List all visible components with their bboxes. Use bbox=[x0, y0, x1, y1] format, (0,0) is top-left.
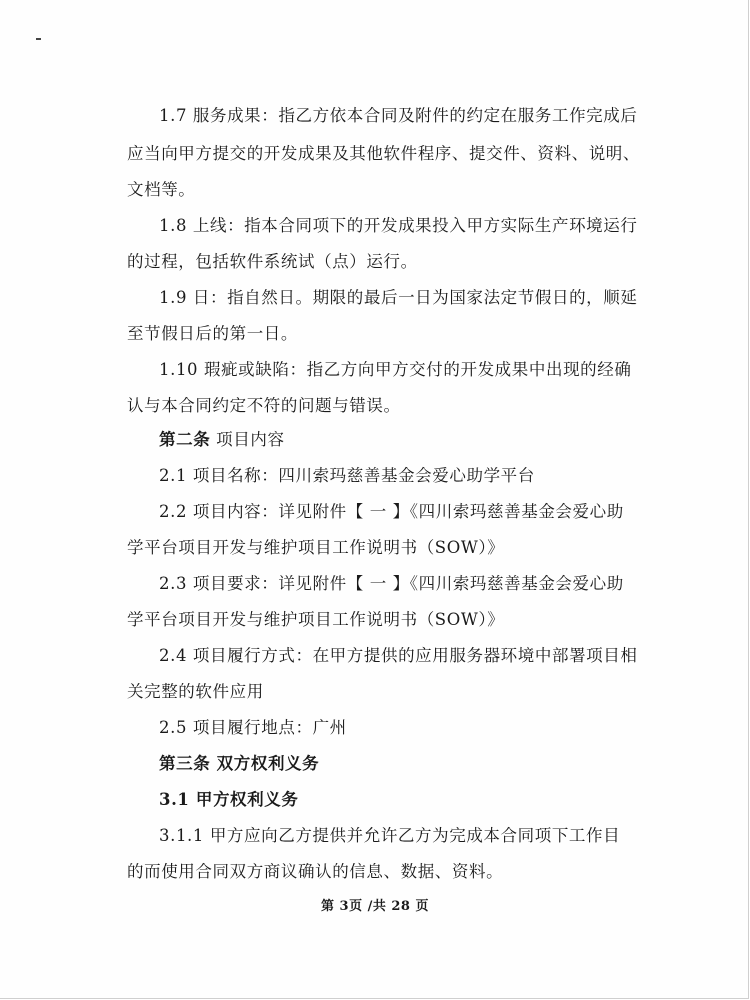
para-1-8-line-1: 1.8 上线：指本合同项下的开发成果投入甲方实际生产环境运行 bbox=[159, 216, 638, 235]
article-2-title: 项目内容 bbox=[216, 430, 285, 449]
page-number-footer: 第 3页 /共 28 页 bbox=[321, 899, 429, 914]
para-1-9-line-2: 至节假日后的第一日。 bbox=[127, 324, 298, 343]
para-2-4-line-2: 关完整的软件应用 bbox=[127, 682, 264, 701]
para-1-9-line-1: 1.9 日：指自然日。期限的最后一日为国家法定节假日的，顺延 bbox=[159, 288, 638, 307]
para-2-3-line-2: 学平台项目开发与维护项目工作说明书（SOW）》 bbox=[127, 610, 505, 629]
article-3-heading: 第三条 双方权利义务 bbox=[159, 754, 320, 773]
article-2-heading bbox=[159, 430, 285, 450]
para-2-3-line-1: 2.3 项目要求：详见附件【 一 】《四川索玛慈善基金会爱心助 bbox=[159, 574, 624, 593]
para-2-1: 2.1 项目名称：四川索玛慈善基金会爱心助学平台 bbox=[159, 466, 535, 485]
para-1-10-line-2: 认与本合同约定不符的问题与错误。 bbox=[127, 396, 401, 415]
para-3-1-1-line-2: 的而使用合同双方商议确认的信息、数据、资料。 bbox=[127, 862, 504, 881]
para-2-2-line-2: 学平台项目开发与维护项目工作说明书（SOW）》 bbox=[127, 538, 505, 557]
para-1-7-line-1: 1.7 服务成果：指乙方依本合同及附件的约定在服务工作完成后 bbox=[159, 106, 638, 125]
para-2-5: 2.5 项目履行地点：广州 bbox=[159, 718, 347, 737]
para-2-4-line-1: 2.4 项目履行方式：在甲方提供的应用服务器环境中部署项目相 bbox=[159, 646, 638, 665]
article-2-label: 第二条 bbox=[159, 430, 211, 449]
para-1-10-line-1: 1.10 瑕疵或缺陷：指乙方向甲方交付的开发成果中出现的经确 bbox=[159, 360, 632, 379]
scan-speck bbox=[36, 38, 41, 40]
para-2-2-line-1: 2.2 项目内容：详见附件【 一 】《四川索玛慈善基金会爱心助 bbox=[159, 502, 624, 521]
para-1-7-line-3: 文档等。 bbox=[127, 180, 196, 199]
para-1-8-line-2: 的过程，包括软件系统试（点）运行。 bbox=[127, 252, 418, 271]
para-3-1-1-line-1: 3.1.1 甲方应向乙方提供并允许乙方为完成本合同项下工作目 bbox=[159, 826, 621, 845]
para-1-7-line-2: 应当向甲方提交的开发成果及其他软件程序、提交件、资料、说明、 bbox=[127, 144, 640, 163]
section-3-1-heading: 3.1 甲方权利义务 bbox=[159, 790, 299, 809]
